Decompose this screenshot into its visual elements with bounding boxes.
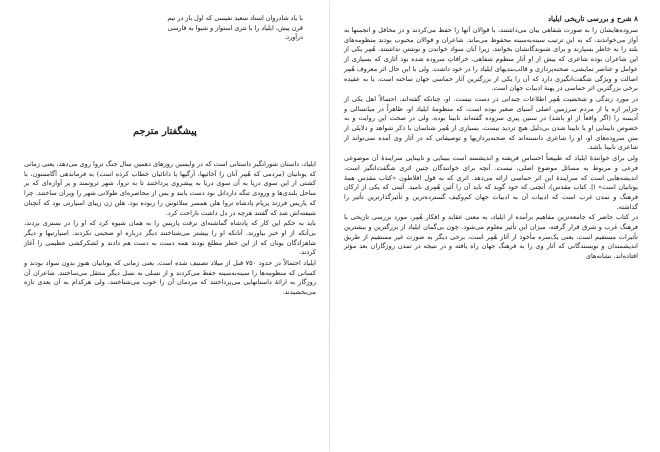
left-paragraph-2: باید به حکم این کار که پادشاه گماشته‌ای نرفت پاریس را به همان شیوه کرد که او را در بستری بردند، بی‌آنکه از او خبر بیاورند. آنانکه او را بیشتر می‌شناختند دیگر درباره او صحبتی نکردند. اسپارتیها و دیگر شاهزادگان یونان که از این خطر مطلع بودند همه دست به دست هم دادند و لشکرکشی عظیمی را آغاز کردند. bbox=[24, 219, 316, 257]
right-paragraph-2: در مورد زندگی و شخصیت هُمِر اطلاعات چندانی در دست نیست. او، چنانکه گفته‌اند، احتمالاً اهل یکی از جزایر ازه یا از مردم سرزمین اصلی آسیای صغیر بوده است، که منظومهٔ ایلیاد او، ظاهراً در میانسالی و اُدیسه را (اگر واقعاً از او باشد) در سنین پیری سروده گفته‌اند نابینا بوده، ولی در صحت این روایت و به خصوص نابینایی او یا نابینا شدن بی‌دلیل هیچ تردید نیست. بسیاری از هُمِر شناسان با ذکر شواهد و دلایلی از متن سروده‌های او، او را شاعری دانسته‌اند که صحنه‌پردازیها و توصیفاتی که در آثار وی آمده نمی‌تواند از شاعری نابینا باشد. bbox=[344, 94, 638, 152]
running-head: ۸ شرح و بررسی تاریخی ایلیاد bbox=[547, 14, 638, 23]
left-page-body bbox=[24, 160, 316, 298]
dedication-epigraph: با یاد شادروان استاد سعید نفیسی که اول بار در نیم قرن پیش، ایلیاد را با نثری استوار و شیوا به فارسی درآورد. bbox=[167, 14, 303, 42]
right-paragraph-1: سروده‌هایشان را به صورت شفاهی بیان می‌داشتند، با قوالان آنها را حفظ می‌کردند و در محافل و انجمنها به آواز می‌خواندند، که به این ترتیب سینه‌به‌سینه محفوظ می‌ماند. شاعران و قوالان محبوب بودند منظومه‌های بلند را به خاطر بسپارند و برای شنوندگانشان بخوانند، زیرا آنان سواد خواندن و نوشتن نداشتند. هُمِر یکی از این شاعران بوده شاعری که پیش از او آثار منظوم شفاهی، خرافاتِ سروده شده بود آثاری که بسیاری از عوامل و عناصر نمایشی، صحنه‌پردازی و قالب‌بندیهای ایلیاد را در خود داشت. ولی با این حال اثر معروف هُمِر اصالت و ویژگی شگفت‌انگیزی دارد که آن را یکی از بزرگترین آثار حماسی جهان ساخته است، یا به عقیده برخی بزرگترین اثر حماسی در پهنهٔ ادبیات جهان است. bbox=[344, 26, 638, 93]
left-paragraph-1: ایلیاد، داستان شورانگیز داستانی است که در واپسین روزهای دهمین سال جنگ تروا روی می‌دهد، یعنی زمانی که یونانیان (مردمی که هُمِر آنان را آخائیها، آرگیها یا دانائیان خطاب کرده است) به فرماندهی آگاممنون، با کشتی از این سوی دریا به آن سوی دریا به پیشروی پرداختند تا به تروا، شهر ثروتمند و پر آوازه‌ای که بر ساحل بلندی‌ها و ورودی تنگه داردانل بود دست یابند و پس از محاصره‌ای طولانی شهر را ویران ساختند. چرا که پاریس فرزند پریام پادشاه تروا هلن همسر منلائوس را ربوده بود. هلن زن زیبای اسپارتی بود که آنچنان شیفته‌اش شد که گفتند هرچه در دل داشت ناراحت کرد. bbox=[24, 160, 316, 217]
right-page bbox=[330, 0, 660, 452]
right-paragraph-4: در کتاب حاضر که جامعه‌ترین مفاهیم برآمده از ایلیاد، به معنی عقاید و افکار هُمِر، مورد بررسی تاریخی با فرهنگ غرب و شرق قرار گرفته، میزان این تأثیر معلوم می‌شود. چون بی‌گمان ایلیاد از بزرگترین و بیشترین تأثیرات مستقیم است، یعنی یک‌سره مأخوذ از آثار هُمِر است، برخی دیگر به صورت غیر مستقیم از طریق اندیشمندان و نویسندگانی که آثار وی را به فرهنگ جهان راه یافته و در نتیجه در تمدن روزگاران بعد مؤثر افتاده‌اند. نشانه‌های bbox=[344, 213, 638, 261]
left-paragraph-3: ایلیاد احتمالاً در حدود ۷۵۰ قبل از میلاد تصنیف شده است، یعنی زمانی که یونانیان هنوز بدون سواد بودند و کسانی که منظومه‌ها را سینه‌به‌سینه حفظ می‌کردند و از نسلی به نسل دیگر منتقل می‌ساختند. شاعران آن روزگار به ارائهٔ داستانهایی می‌پرداختند که مردمان آن را خوب می‌شناختند، ولی هرکدام به آن بعدی تازه می‌بخشیدند. bbox=[24, 259, 317, 297]
preface-title: پیشگفتار مترجم bbox=[133, 126, 197, 137]
right-paragraph-3: ولی برای خوانندهٔ ایلیاد که طبیعتاً احساس فریفته و اندیشمند است ببینایی و نابینایی سرایندهٔ آن موضوعی فرعی و مربوط به مسائل موضوع اصلی، نیست. آنچه برای خوانندگان چنین اثری شگفت‌انگیز است، اندیشه‌هایی است که سرایندهٔ این اثر حماسی ارائه می‌دهد. اثری که به قول افلاطون «کتاب مقدس همهٔ یونانیان است» (اِ. کتاب مقدس)، آنچنی که خود گوید که باید آن را آئین هُمِری نامید. آئینی که یکی از ارکان فرهنگ و تمدن غرب است که ادبیات آن به ادبیات جهان کم‌و‌کیف گسترده‌ترین و تأثیرگذارترین تأثیر را گذاشته. bbox=[344, 154, 638, 211]
